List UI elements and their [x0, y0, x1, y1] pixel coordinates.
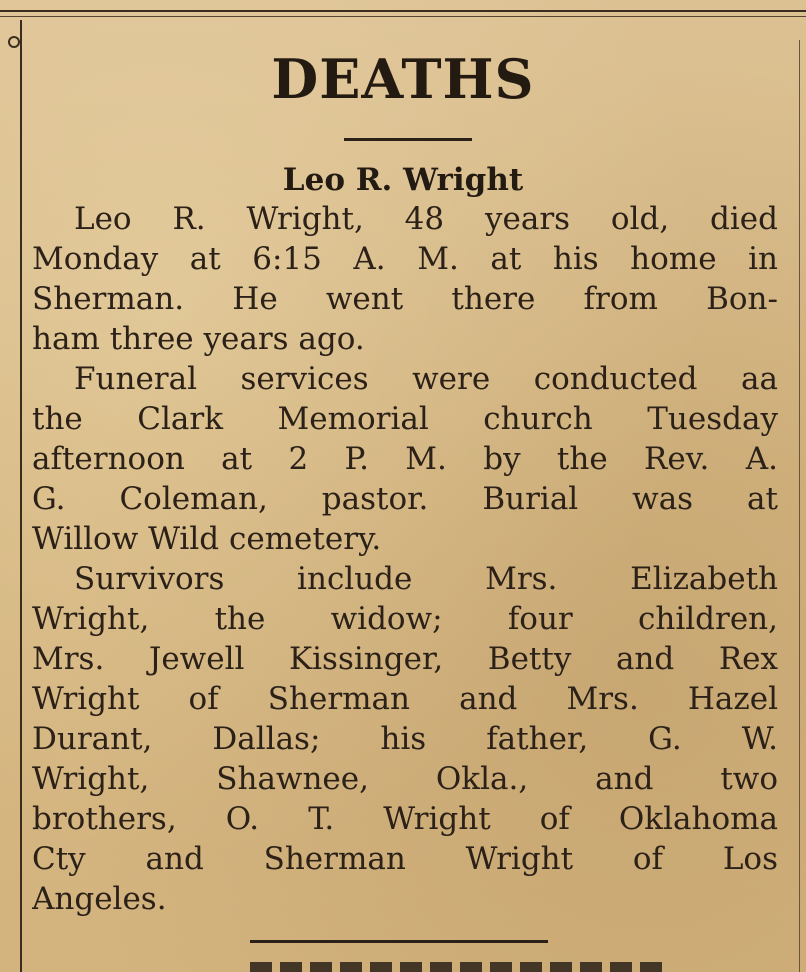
article-line: brothers, O. T. Wright of Oklahoma — [32, 801, 778, 837]
obituary-body — [32, 199, 778, 919]
article-line: Angeles. — [32, 881, 167, 917]
article-line: Wright, the widow; four children, — [32, 601, 778, 637]
article-line: G. Coleman, pastor. Burial was at — [32, 481, 778, 517]
next-article-cutoff — [250, 962, 670, 972]
article-line: Mrs. Jewell Kissinger, Betty and Rex — [32, 641, 778, 677]
article-line: Wright of Sherman and Mrs. Hazel — [32, 681, 778, 717]
article-line: Funeral services were conducted aa — [74, 361, 778, 397]
article-line: Survivors include Mrs. Elizabeth — [74, 561, 778, 597]
section-headline: DEATHS — [271, 47, 535, 111]
headline-divider — [344, 138, 472, 141]
article-line: the Clark Memorial church Tuesday — [32, 401, 778, 437]
article-line: Durant, Dallas; his father, G. W. — [32, 721, 778, 757]
article-line: Leo R. Wright, 48 years old, died — [74, 201, 778, 237]
bottom-divider — [250, 940, 548, 943]
top-border-rule-thin — [0, 16, 806, 17]
obituary-name-heading: Leo R. Wright — [282, 162, 524, 198]
top-border-rule — [0, 10, 806, 12]
article-line: Wright, Shawnee, Okla., and two — [32, 761, 778, 797]
article-line: afternoon at 2 P. M. by the Rev. A. — [32, 441, 778, 477]
article-line: Monday at 6:15 A. M. at his home in — [32, 241, 778, 277]
article-line: ham three years ago. — [32, 321, 365, 357]
article-line: Cty and Sherman Wright of Los — [32, 841, 778, 877]
article-line: Willow Wild cemetery. — [32, 521, 382, 557]
article-line: Sherman. He went there from Bon- — [32, 281, 778, 317]
